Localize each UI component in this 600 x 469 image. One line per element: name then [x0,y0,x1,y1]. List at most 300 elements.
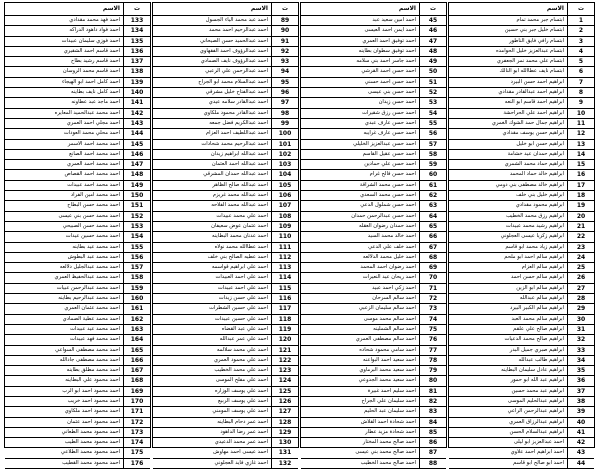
row-number: 1 [567,16,594,25]
row-number: 62 [419,191,446,200]
row-number: 31 [567,325,594,334]
table-row [5,129,150,139]
table-row [301,284,446,294]
table-row [5,140,150,150]
row-number: 111 [271,243,298,252]
table-row [5,170,150,180]
table-row [153,129,298,139]
person-name: احمد خلف علي الدعي [368,243,416,250]
row-number: 68 [419,253,446,262]
row-number: 47 [419,37,446,46]
person-name: ابراهيم خالد مصطفى بني دومي [495,181,564,188]
row-number: 2 [567,26,594,35]
table-row [301,263,446,273]
table-row [5,212,150,222]
table-row [153,325,298,335]
table-row [5,88,150,98]
table-row [301,243,446,253]
person-name: احمد علي يوسف الربيع [218,397,268,404]
table-row [301,160,446,170]
header-name: الاسم [250,5,268,12]
person-name: احمد سعيد احمد البواعنه [363,356,416,363]
table-row [301,212,446,222]
person-name: احمد عبد محمد الياء الجسول [205,17,268,23]
row-number: 21 [567,222,594,231]
table-row [153,448,298,458]
row-number: 8 [567,88,594,97]
table-row [153,459,298,469]
table-row [5,315,150,325]
row-number: 6 [567,67,594,76]
person-name: احمد سامي محمود شحاده [359,346,416,353]
table-row [5,37,150,47]
table-row [5,335,150,345]
person-name: احمد محمد حسين عيدات [65,233,120,240]
person-name: احمد سعيد محمد الجدوعي [358,377,416,384]
table-row [449,243,594,253]
table-row [301,356,446,366]
table-row [5,201,150,211]
row-number: 101 [271,140,298,149]
person-name: ابتسام رافي فايق الناطور [509,37,564,44]
table-row [153,67,298,77]
row-number: 40 [567,418,594,427]
row-number: 92 [271,47,298,56]
row-number: 65 [419,222,446,231]
row-number: 166 [123,356,150,365]
table-row [449,160,594,170]
person-name: احمد سالم محمد موسى [363,315,416,322]
table-row [449,459,594,469]
table-row [5,119,150,129]
header-number: ت [567,3,594,15]
person-name: ابراهيم عبدالسلام الحسن [509,428,564,435]
person-name: احمد عبدالسلام محمد ابو الجراح [198,78,268,85]
row-number: 173 [123,428,150,437]
row-number: 113 [271,263,298,272]
row-number: 34 [567,356,594,365]
table-row [5,397,150,407]
row-number: 56 [419,129,446,138]
person-name: ابراهيم جمال حمد الشوك الغمري [491,119,564,126]
person-name: احمد محمد مصطفى جادالله [59,356,120,363]
table-row [153,232,298,242]
table-row [301,181,446,191]
table-row [301,109,446,119]
person-name: احمد علي يوسف الوزاره [214,387,268,394]
person-name: احمد محمد حسن البطاح [67,202,120,209]
table-row [301,253,446,263]
table-row [153,366,298,376]
person-name: ابراهيم سالم العزام [521,264,564,271]
person-name: احمد محمد عبدالجليل دلالعه [59,264,120,271]
person-name: احمد حسن علي حمادين [364,161,416,168]
person-name: ابراهيم عبد الله ابو حمور [510,377,564,384]
header-name: الاسم [102,5,120,12]
person-name: احمد محمد عبدالرحمن عبيات [56,284,120,291]
row-number: 143 [123,119,150,128]
row-number: 121 [271,346,298,355]
person-name: ابراهيم سالم الكبير البيرد [509,305,564,312]
person-name: احمد علي عبد القضاه [221,325,268,332]
person-name: احمد علي محمد سلالمه [216,346,268,353]
row-number: 42 [567,438,594,447]
table-row [153,294,298,304]
header-name: الاسم [398,5,416,12]
table-row [301,397,446,407]
person-name: احمد علي ابراهيم قواسمه [211,264,268,271]
row-number: 75 [419,325,446,334]
row-number: 39 [567,407,594,416]
table-row [5,16,150,26]
row-number: 172 [123,418,150,427]
row-number: 97 [271,98,298,107]
table-row [301,366,446,376]
table-row [5,57,150,67]
row-number: 126 [271,397,298,406]
person-name: ابراهيم احمد علي الحراحشة [503,109,564,116]
row-number: 125 [271,387,298,396]
row-number: 156 [123,253,150,262]
table-row [301,140,446,150]
person-name: احمد قاسم محمد الروسان [62,68,120,75]
table-row [153,418,298,428]
person-name: ابتسام علي محمد نمر الجعفري [496,58,564,65]
header-name: الاسم [546,5,564,12]
row-number: 130 [271,438,298,447]
row-number: 44 [567,459,594,468]
table-row [153,304,298,314]
person-name: ابراهيم سالم محمد العبد [511,315,564,322]
table-row [301,387,446,397]
row-number: 93 [271,57,298,66]
table-row [449,47,594,57]
row-number: 73 [419,304,446,313]
row-number: 88 [419,459,446,468]
table-row [153,356,298,366]
person-name: احمد فهد محمد مقدادي [69,17,120,23]
table-row [153,88,298,98]
row-number: 72 [419,294,446,303]
name-table-column [4,2,151,467]
table-row [301,16,446,26]
row-number: 150 [123,191,150,200]
person-name: احمد حسن رزق شقيرات [362,109,416,116]
person-name: احمد عبدالقادر محمود ملكاوي [203,109,268,116]
row-number: 170 [123,397,150,406]
person-name: احمد قاسم رشيد بطاح [71,58,120,65]
table-row [449,407,594,417]
person-name: احمد عبدالرحيم احمد محمد [208,27,268,34]
person-name: احمد علي محمد عبيدات [216,212,268,219]
name-table-column [300,2,447,467]
row-number: 115 [271,284,298,293]
row-number: 27 [567,284,594,293]
person-name: احمد شحادة مزيد عطار [365,428,416,435]
table-header [449,3,594,16]
name-table-column [152,2,299,467]
row-number: 33 [567,346,594,355]
person-name: احمد امين سعيد عبد [372,17,416,23]
row-number: 86 [419,438,446,447]
person-name: احمد ريحان عيد النعيرات [362,274,416,281]
table-row [5,346,150,356]
table-row [153,346,298,356]
header-number: ت [271,3,298,15]
row-number: 94 [271,67,298,76]
table-row [449,57,594,67]
person-name: احمد عبدالله ابراهيم زيدان [210,150,268,157]
person-name: ابراهيم عادل سليمان البطاينه [501,367,564,374]
row-number: 19 [567,201,594,210]
person-name: ابراهيم صالح علي علقم [513,325,564,332]
row-number: 161 [123,304,150,313]
table-row [153,438,298,448]
row-number: 165 [123,346,150,355]
row-number: 22 [567,232,594,241]
row-number: 59 [419,160,446,169]
person-name: احمد جاسر احمد بني سلامه [356,58,416,65]
person-name: احمد عبدالكريم فضل جمعه [209,119,268,126]
row-number: 142 [123,109,150,118]
row-number: 160 [123,294,150,303]
person-name: احمد محمود محمد القطيب [62,459,120,466]
row-number: 82 [419,397,446,406]
person-name: ابراهيم عبدالرزاق العمري [509,418,564,425]
row-number: 38 [567,397,594,406]
person-name: احمد ابو صالح ابو قاسم [513,459,564,466]
table-row [5,428,150,438]
person-name: ابراهيم حمدان عيد خشامة [507,150,564,157]
table-row [153,98,298,108]
row-number: 14 [567,150,594,159]
row-number: 158 [123,273,150,282]
table-row [449,181,594,191]
person-name: احمد عبدالرؤوف احمد الفقهاوي [199,47,268,54]
person-name: احمد عدنان محمد البطاينه [211,233,268,240]
table-row [301,376,446,386]
person-name: احمد عبدالله احمد العثمان [211,161,268,168]
row-number: 95 [271,78,298,87]
person-name: احمد عطيه الصالح بني خلف [207,253,268,260]
person-name: احمد حسن فالح غرام [369,171,416,178]
person-name: احمد سالم مصطفى العمري [355,336,416,343]
table-row [449,335,594,345]
row-number: 159 [123,284,150,293]
table-row [449,129,594,139]
row-number: 79 [419,366,446,375]
row-number: 169 [123,387,150,396]
person-name: احمد محمد عبدالحفيظ العمري [54,274,120,281]
person-name: احمد صالح محمد المختار [362,439,416,446]
row-number: 26 [567,273,594,282]
row-number: 135 [123,37,150,46]
row-number: 32 [567,335,594,344]
table-header [301,3,446,16]
table-row [5,263,150,273]
row-number: 52 [419,88,446,97]
table-row [301,119,446,129]
row-number: 23 [567,243,594,252]
person-name: احمد محمد عثمان العمري [64,305,120,312]
row-number: 29 [567,304,594,313]
table-row [153,140,298,150]
person-name: ابراهيم محمود مقدادي [515,202,564,209]
row-number: 51 [419,78,446,87]
person-name: احمد محمد عبدالحميد المعايره [54,109,120,116]
name-list-sheet [4,2,596,467]
row-number: 127 [271,407,298,416]
row-number: 102 [271,150,298,159]
row-number: 5 [567,57,594,66]
row-number: 157 [123,263,150,272]
person-name: احمد سالم السرحان [372,295,416,302]
person-name: احمد علي حسين عبيدات [214,315,268,322]
person-name: احمد حمدان رضوان العقله [359,222,416,229]
row-number: 3 [567,37,594,46]
table-row [301,78,446,88]
row-number: 154 [123,232,150,241]
person-name: ابراهيم طالب عبدالله [518,356,564,363]
row-number: 84 [419,418,446,427]
table-row [301,37,446,47]
person-name: ابراهيم سالم ابو الزين [516,284,564,291]
person-name: ابراهيم سالم احمد ابو ملحم [504,253,564,260]
person-name: احمد عبدالقادر سلامه عيدي [208,99,268,106]
person-name: احمد عمر دحام البطاينه [217,418,268,425]
row-number: 55 [419,119,446,128]
row-number: 152 [123,212,150,221]
person-name: احمد سعيد محمد البرماوي [359,367,416,374]
row-number: 134 [123,26,150,35]
person-name: احمد محمود احمد ملكاوي [64,408,120,415]
row-number: 61 [419,181,446,190]
row-number: 104 [271,170,298,179]
table-row [153,109,298,119]
row-number: 66 [419,232,446,241]
row-number: 50 [419,67,446,76]
row-number: 43 [567,448,594,457]
table-row [449,273,594,283]
row-number: 168 [123,376,150,385]
row-number: 89 [271,16,298,25]
person-name: احمد محمد عبدالرحيم بطاينه [58,295,120,302]
table-row [5,325,150,335]
table-row [301,67,446,77]
row-number: 48 [419,47,446,56]
table-row [301,335,446,345]
table-row [5,98,150,108]
row-number: 108 [271,212,298,221]
table-row [449,88,594,98]
person-name: احمد محمود احمد ابو الرب [62,387,120,394]
row-number: 112 [271,253,298,262]
person-name: احمد خليل محمد الدلالعه [362,253,416,260]
table-row [153,335,298,345]
person-name: احمد علي يوسف المومني [212,408,268,415]
name-table-column [448,2,595,467]
table-row [5,47,150,57]
person-name: احمد عبدالفتاح خليل مشرقي [205,89,268,96]
person-name: احمد عبدالله محمد غريزم [212,192,268,199]
row-number: 147 [123,160,150,169]
table-row [301,222,446,232]
table-row [5,438,150,448]
person-name: احمد حسن احمد القرشي [361,68,416,75]
person-name: احمد علي مفلح الموسى [215,377,268,384]
person-name: احمد محمد مطلق بطاينه [66,367,120,374]
table-row [5,407,150,417]
table-row [153,243,298,253]
header-number: ت [419,3,446,15]
person-name: احمد كامل احمد ابو الهيجاء [61,78,120,85]
table-row [153,119,298,129]
table-row [153,376,298,386]
person-name: احمد محمد عطية الصمادي [62,315,120,322]
person-name: احمد محمود علي البطاينه [65,377,120,384]
person-name: احمد عثمان عوض سعيفان [211,222,268,229]
row-number: 90 [271,26,298,35]
row-number: 85 [419,428,446,437]
row-number: 67 [419,243,446,252]
table-row [449,16,594,26]
row-number: 77 [419,346,446,355]
person-name: احمد محمود احمد خريب [67,397,120,404]
table-row [5,253,150,263]
person-name: احمد عطاالله محمد نولاه [214,243,268,250]
table-row [449,232,594,242]
table-row [449,325,594,335]
table-row [449,222,594,232]
table-row [153,191,298,201]
row-number: 140 [123,88,150,97]
row-number: 4 [567,47,594,56]
table-row [5,418,150,428]
table-row [153,47,298,57]
person-name: ابراهيم زياد محمد ابو قاسم [505,243,564,250]
row-number: 98 [271,109,298,118]
row-number: 153 [123,222,150,231]
row-number: 96 [271,88,298,97]
row-number: 133 [123,16,150,25]
person-name: احمد حسن عبدالرحمن حمدان [351,212,416,219]
person-name: ابراهيم عبدالرحمن الراعي [507,408,564,415]
person-name: احمد ماجد عبد عطاونه [71,99,120,106]
row-number: 151 [123,201,150,210]
row-number: 128 [271,418,298,427]
person-name: ابتسام خليل جبر بني حسين [504,27,564,34]
table-row [449,284,594,294]
person-name: احمد عبدالحميد حسن الصيحاني [200,37,268,44]
person-name: احمد محمد احمد القصاص [64,171,120,178]
person-name: احمد مجلي احمد العمري [66,119,120,126]
row-number: 131 [271,448,298,457]
person-name: احمد عبدالرحيم محمد شحادات [201,140,268,147]
person-name: احمد كامل نايف بطاينه [71,89,120,96]
table-row [5,294,150,304]
row-number: 24 [567,253,594,262]
person-name: احمد سليمان علي الجراح [361,397,416,404]
row-number: 63 [419,201,446,210]
person-name: ابراهيم احمد عبدالقادر مقدادي [498,89,564,96]
row-number: 60 [419,170,446,179]
row-number: 144 [123,129,150,138]
table-row [301,407,446,417]
person-name: احمد محمد مصطفى السواعي [55,346,120,353]
table-row [449,263,594,273]
person-name: احمد حسن شملول الدعي [360,202,416,209]
table-row [5,459,150,469]
